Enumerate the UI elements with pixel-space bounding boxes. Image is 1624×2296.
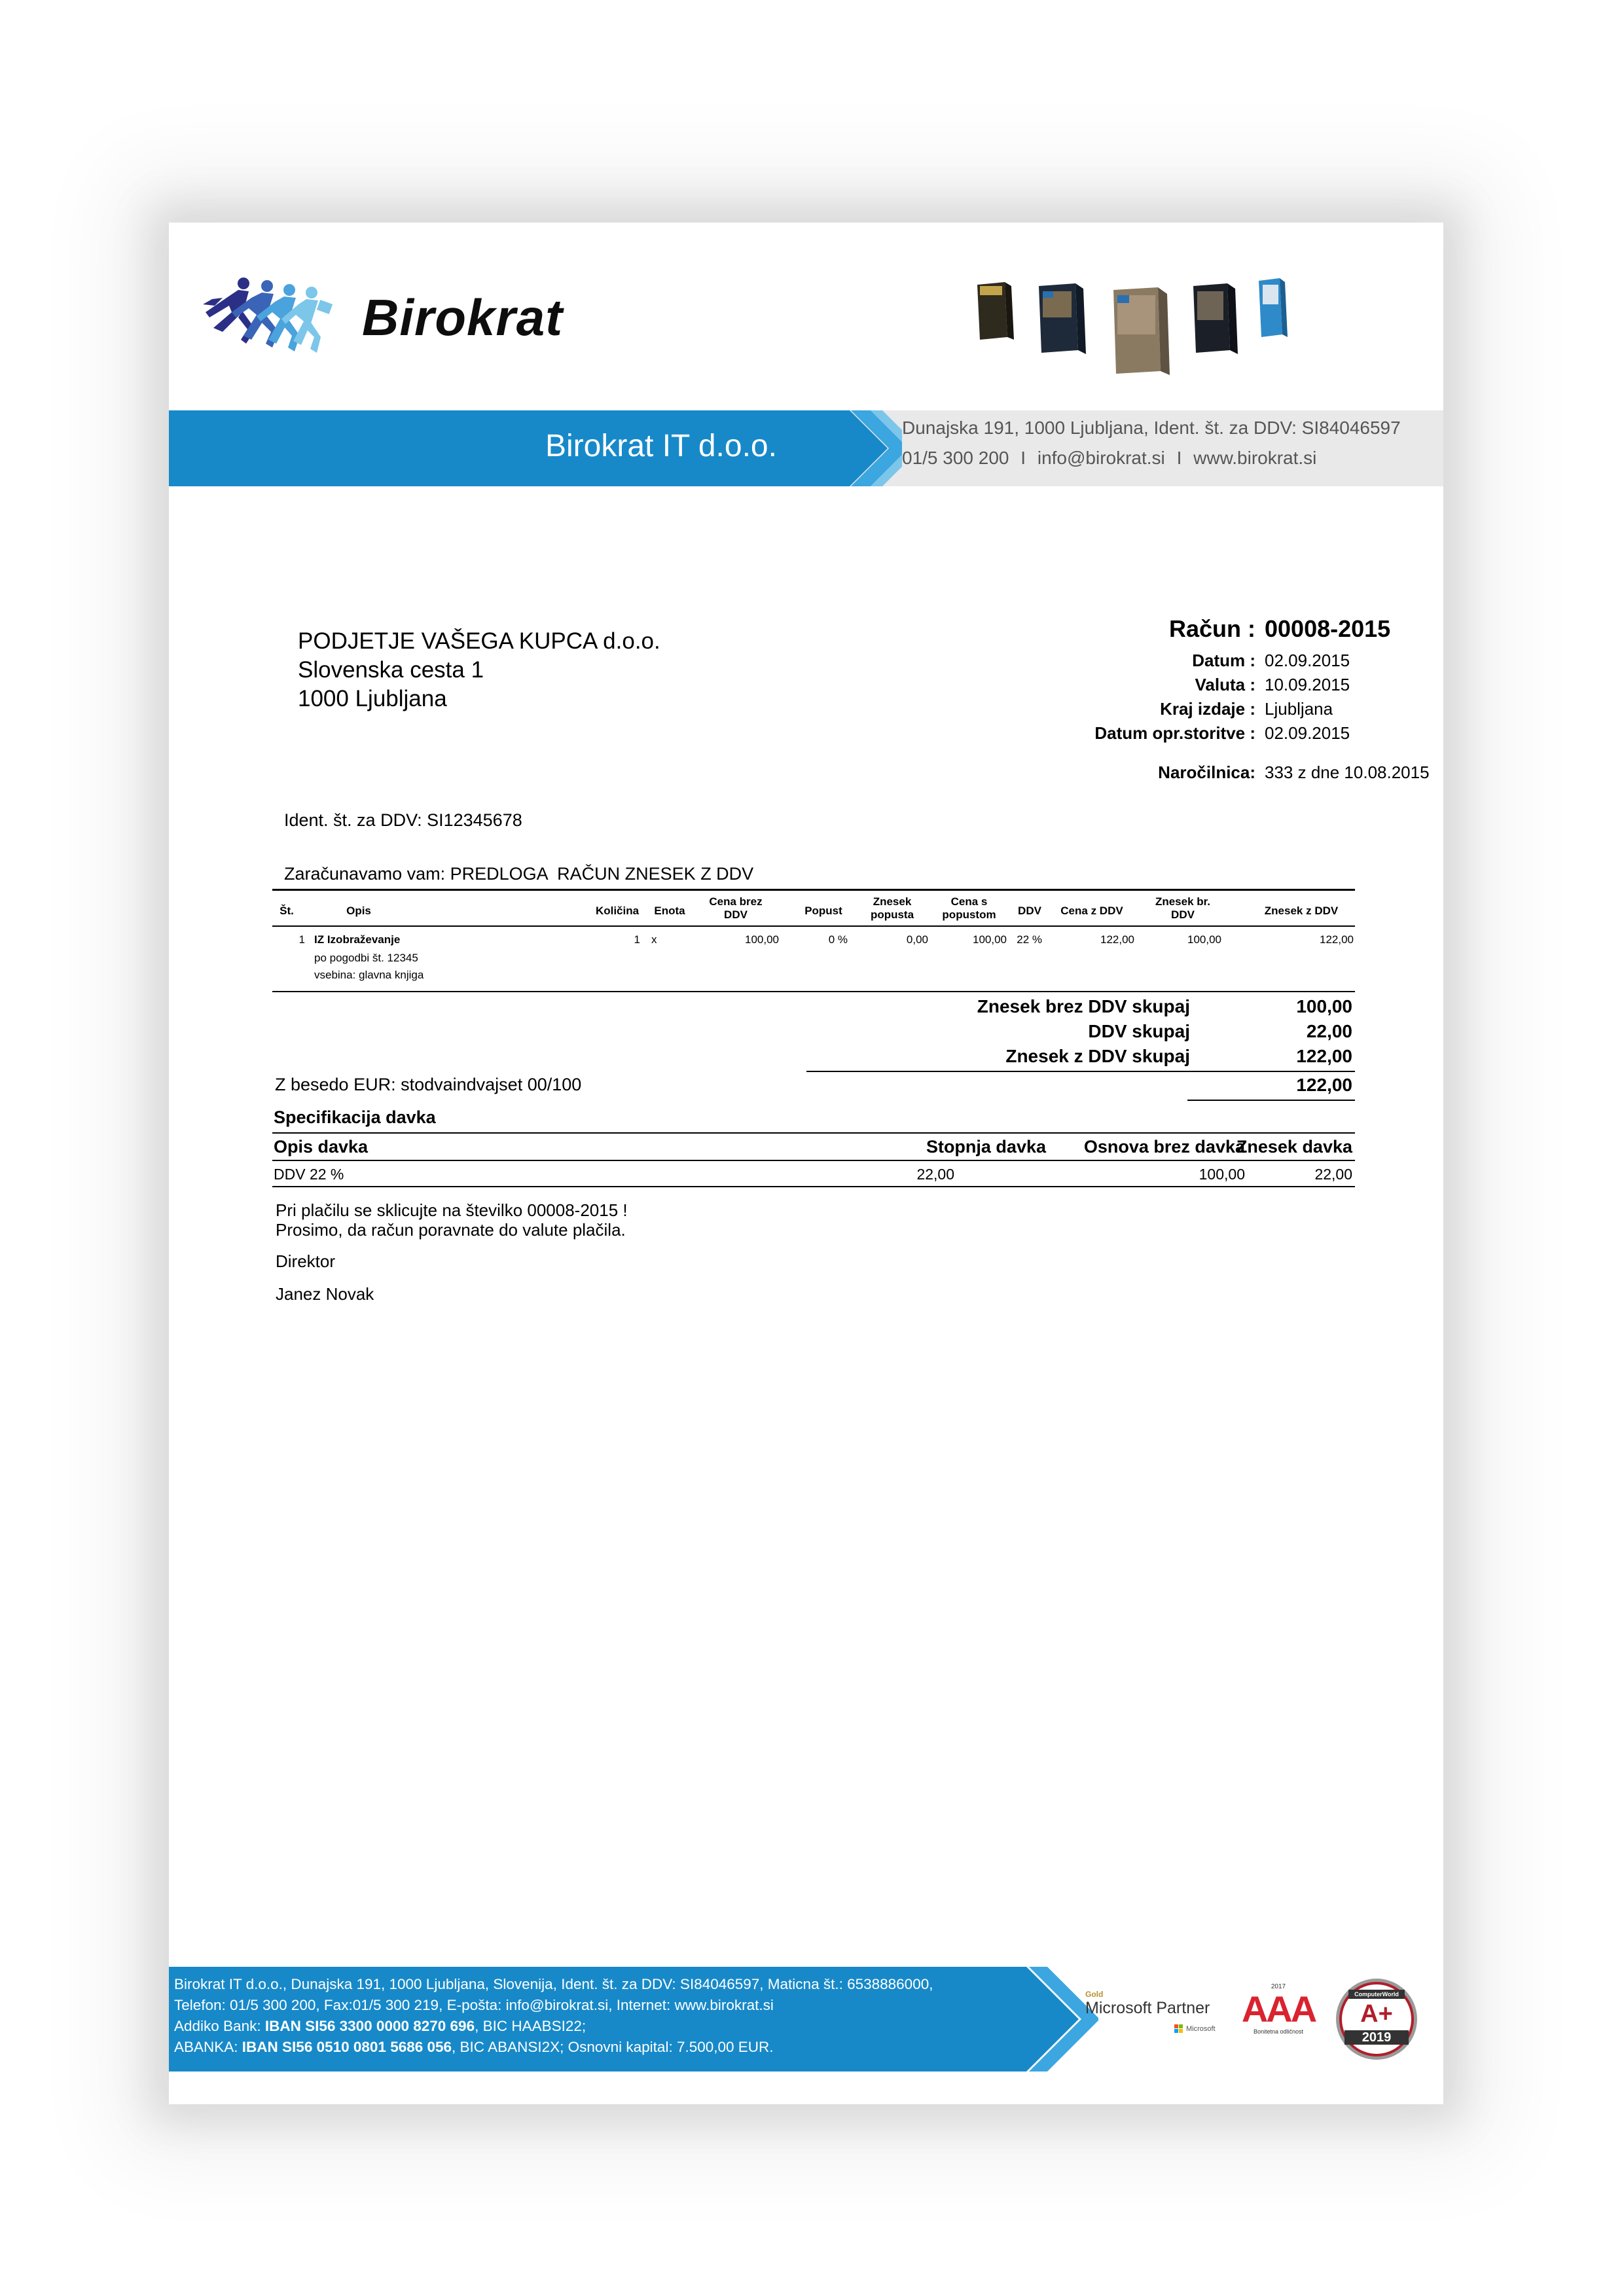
total-vat-value: 22,00 xyxy=(1306,1021,1352,1041)
header-address: Dunajska 191, 1000 Ljubljana, Ident. št. za DDV: SI84046597 xyxy=(902,418,1401,438)
ms-partner-label: Microsoft Partner xyxy=(1085,1999,1210,2017)
row-popust: 0 % xyxy=(828,933,848,946)
col-znesek-pop-header-line2: popusta xyxy=(870,908,914,921)
computerworld-top: ComputerWorld xyxy=(1354,1991,1399,1998)
footer-line-3-iban: IBAN SI56 3300 0000 8270 696 xyxy=(264,2018,475,2034)
tax-row-znesek: 22,00 xyxy=(1314,1166,1352,1183)
col-opis-header: Opis xyxy=(346,905,371,917)
col-znesek-pop-header-line1: Znesek xyxy=(873,895,912,908)
aaa-mark: AAA xyxy=(1241,1988,1316,2030)
row-cena-z: 122,00 xyxy=(1100,933,1134,946)
computerworld-grade: A+ xyxy=(1360,2000,1393,2028)
brand-logo-text: Birokrat xyxy=(362,289,564,346)
row-cena-brez: 100,00 xyxy=(745,933,779,946)
meta-label-date: Datum : xyxy=(1192,651,1255,670)
tax-row-opis: DDV 22 % xyxy=(274,1166,344,1183)
tax-row-osnova: 100,00 xyxy=(1199,1166,1245,1183)
header-chevrons-icon xyxy=(797,410,902,486)
amount-in-words: Z besedo EUR: stodvaindvajset 00/100 xyxy=(275,1075,582,1094)
meta-label-due: Valuta : xyxy=(1195,675,1255,694)
header-contacts xyxy=(902,448,1316,469)
total-gross-label: Znesek z DDV skupaj xyxy=(1005,1046,1190,1066)
footer-line-4-post: , BIC ABANSI2X; Osnovni kapital: 7.500,00 EUR. xyxy=(452,2039,774,2055)
col-cena-s-header-line1: Cena s xyxy=(950,895,988,908)
col-cena-brez-header-line2: DDV xyxy=(724,908,748,921)
row-cena-s: 100,00 xyxy=(973,933,1007,946)
col-enota-header: Enota xyxy=(654,905,685,917)
order-value: 333 z dne 10.08.2015 xyxy=(1265,762,1430,782)
items-table-header-line xyxy=(272,925,1355,927)
total-gross-value: 122,00 xyxy=(1296,1046,1352,1066)
tax-spec-title: Specifikacija davka xyxy=(274,1107,436,1127)
meta-value-date: 02.09.2015 xyxy=(1265,651,1350,670)
total-net-label: Znesek brez DDV skupaj xyxy=(977,996,1190,1016)
footer-line-2: Telefon: 01/5 300 200, Fax:01/5 300 219, E-pošta: info@birokrat.si, Internet: www.birokrat.si xyxy=(174,1997,774,2013)
row-st: 1 xyxy=(298,933,305,946)
payment-reference: Pri plačilu se sklicujte na številko 00008-2015 ! xyxy=(276,1200,628,1220)
col-znesek-br-header-line1: Znesek br. xyxy=(1155,895,1211,908)
row-enota: x xyxy=(651,933,657,946)
ms-small-label: Microsoft xyxy=(1186,2025,1216,2033)
row-znesek-pop: 0,00 xyxy=(906,933,928,946)
words-line xyxy=(1187,1100,1355,1101)
footer-line-4-iban: IBAN SI56 0510 0801 5686 056 xyxy=(242,2039,452,2055)
header-company-name: Birokrat IT d.o.o. xyxy=(545,429,777,463)
meta-label-place: Kraj izdaje : xyxy=(1160,699,1255,719)
row-znesek-br: 100,00 xyxy=(1187,933,1221,946)
total-net-value: 100,00 xyxy=(1296,996,1352,1016)
col-znesek-br-header xyxy=(1144,895,1221,922)
col-ddv-header: DDV xyxy=(1018,905,1041,917)
col-cena-s-header-line2: popustom xyxy=(942,908,996,921)
header-web: www.birokrat.si xyxy=(1193,448,1317,468)
aaa-badge xyxy=(1236,1983,1321,2062)
tax-spec-bottom-line xyxy=(272,1186,1355,1187)
meta-value-place: Ljubljana xyxy=(1265,699,1333,719)
runners-logo-icon xyxy=(183,272,334,363)
payment-due-note: Prosimo, da račun poravnate do valute plačila. xyxy=(276,1220,626,1240)
customer-city: 1000 Ljubljana xyxy=(298,686,447,711)
col-cena-z-header: Cena z DDV xyxy=(1060,905,1123,917)
row-note-1: po pogodbi št. 12345 xyxy=(314,952,418,964)
tax-col-osnova-header: Osnova brez davka xyxy=(1083,1137,1245,1157)
tax-spec-top-line xyxy=(272,1132,1355,1134)
computerworld-year: 2019 xyxy=(1362,2030,1392,2045)
customer-street: Slovenska cesta 1 xyxy=(298,657,484,683)
total-vat-label: DDV skupaj xyxy=(1088,1021,1190,1041)
col-znesek-br-header-line2: DDV xyxy=(1171,908,1195,921)
tax-col-opis-header: Opis davka xyxy=(274,1137,369,1157)
microsoft-logo-icon xyxy=(1174,2024,1183,2034)
col-st-header: Št. xyxy=(280,905,294,917)
col-cena-brez-header-line1: Cena brez xyxy=(709,895,763,908)
footer-chevrons-icon xyxy=(994,1967,1098,2072)
aaa-subtitle: Bonitetna odličnost xyxy=(1253,2028,1304,2035)
row-ddv: 22 % xyxy=(1017,933,1042,946)
invoice-number: 00008-2015 xyxy=(1265,615,1391,642)
signer-role: Direktor xyxy=(276,1251,336,1271)
footer-line-3-post: , BIC HAABSI22; xyxy=(475,2018,586,2034)
row-note-2: vsebina: glavna knjiga xyxy=(314,969,424,981)
aaa-year: 2017 xyxy=(1271,1983,1286,1990)
meta-value-service-date: 02.09.2015 xyxy=(1265,723,1350,743)
invoice-sheet xyxy=(169,223,1443,2104)
signer-name: Janez Novak xyxy=(276,1284,374,1304)
customer-vat-id: Ident. št. za DDV: SI12345678 xyxy=(284,810,522,830)
customer-address xyxy=(298,627,660,713)
computerworld-badge xyxy=(1334,1977,1419,2062)
col-popust-header: Popust xyxy=(804,905,842,917)
order-label: Naročilnica: xyxy=(1158,762,1255,782)
col-cena-brez-header xyxy=(693,895,779,922)
header-phone: 01/5 300 200 xyxy=(902,448,1009,468)
footer-line-3-pre: Addiko Bank: xyxy=(174,2018,265,2034)
invoice-title-label: Račun : xyxy=(1168,615,1255,642)
meta-value-due: 10.09.2015 xyxy=(1265,675,1350,694)
customer-name: PODJETJE VAŠEGA KUPCA d.o.o. xyxy=(298,628,660,654)
row-opis: IZ Izobraževanje xyxy=(314,933,401,946)
tax-row-stopnja: 22,00 xyxy=(916,1166,954,1183)
footer-line-1: Birokrat IT d.o.o., Dunajska 191, 1000 Ljubljana, Slovenija, Ident. št. za DDV: SI84046597, Maticna št.: 6538886000, xyxy=(174,1976,933,1992)
tax-spec-header-line xyxy=(272,1160,1355,1161)
header-email: info@birokrat.si xyxy=(1037,448,1165,468)
ms-gold-label: Gold xyxy=(1085,1990,1104,1999)
invoice-intro: Zaračunavamo vam: PREDLOGA RAČUN ZNESEK Z DDV xyxy=(284,864,754,884)
row-znesek-z: 122,00 xyxy=(1320,933,1354,946)
footer-line-4-pre: ABANKA: xyxy=(174,2039,242,2055)
items-table-top-line xyxy=(272,889,1355,891)
tax-col-znesek-header: Znesek davka xyxy=(1236,1137,1352,1157)
footer-text xyxy=(174,1974,933,2058)
col-cena-s-header xyxy=(931,895,1007,922)
ms-logo xyxy=(1174,2024,1229,2034)
col-znesek-pop-header xyxy=(856,895,928,922)
col-znesek-z-header: Znesek z DDV xyxy=(1264,905,1339,917)
footer-line-4 xyxy=(174,2037,933,2058)
footer-line-3 xyxy=(174,2016,933,2037)
amount-in-words-value: 122,00 xyxy=(1296,1075,1352,1095)
items-table-bottom-line xyxy=(272,991,1355,992)
meta-label-service-date: Datum opr.storitve : xyxy=(1094,723,1255,743)
header-separator-1: I xyxy=(1020,448,1026,468)
totals-line xyxy=(806,1071,1355,1072)
col-kolicina-header: Količina xyxy=(595,905,640,917)
row-kolicina: 1 xyxy=(634,933,640,946)
product-boxes-image xyxy=(971,272,1311,389)
ms-partner-badge xyxy=(1085,1990,1229,2055)
tax-col-stopnja-header: Stopnja davka xyxy=(926,1137,1046,1157)
header-separator-2: I xyxy=(1176,448,1182,468)
